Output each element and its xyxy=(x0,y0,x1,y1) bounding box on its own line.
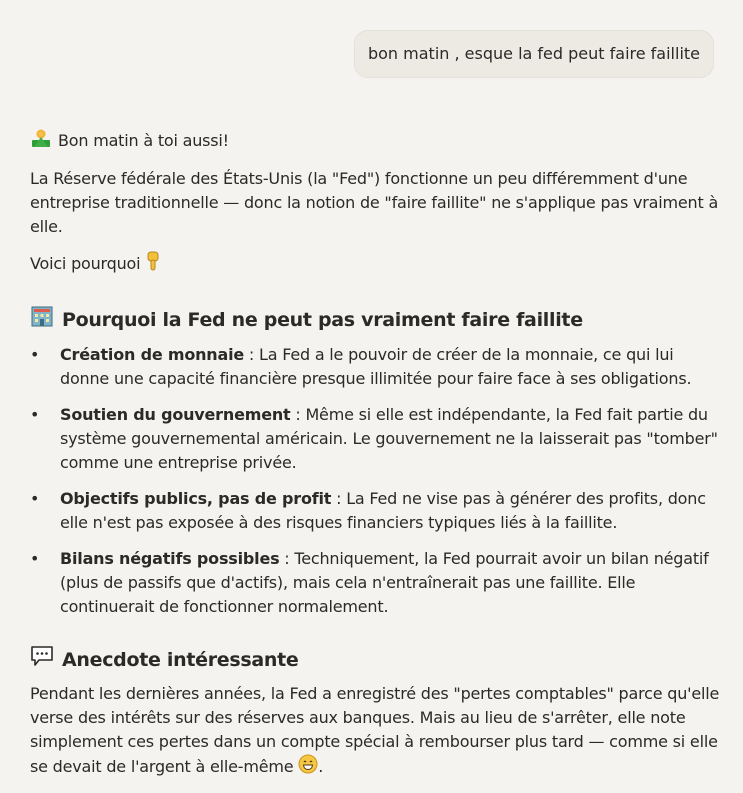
list-item xyxy=(30,403,720,475)
why-text: Voici pourquoi xyxy=(30,254,141,273)
anecdote-text: Pendant les dernières années, la Fed a enregistré des "pertes comptables" parce qu'elle verse des intérêts sur des réserves aux banques. Mais au lieu de s'arrêter, elle note simplement ces pertes dans un compte spécial à rembourser plus tard — comme si elle se devait de l'argent à elle-même xyxy=(30,684,720,776)
list-item xyxy=(30,487,720,535)
bullet-text: : Techniquement, la Fed pourrait avoir un bilan négatif (plus de passifs que d'actifs), mais cela n'entraînerait pas une faillite. Elle continuerait de fonctionner normalement. xyxy=(60,549,709,616)
assistant-response xyxy=(30,126,720,793)
bullet-title: Bilans négatifs possibles xyxy=(60,549,280,568)
bullet-title: Soutien du gouvernement xyxy=(60,405,291,424)
section-heading-why xyxy=(30,304,720,335)
pointing-down-icon xyxy=(145,251,161,278)
speech-bubble-icon xyxy=(30,645,54,674)
list-item xyxy=(30,547,720,619)
section-heading-anecdote-text: Anecdote intéressante xyxy=(62,648,299,671)
section-heading-anecdote xyxy=(30,645,720,674)
greeting-line xyxy=(30,126,720,155)
bullet-title: Création de monnaie xyxy=(60,345,245,364)
bullet-text: : La Fed a le pouvoir de créer de la monnaie, ce qui lui donne une capacité financière presque illimitée pour faire face à ses obligations. xyxy=(60,345,692,388)
user-message-text: bon matin , esque la fed peut faire faillite xyxy=(367,44,700,63)
why-line xyxy=(30,251,720,278)
bullet-text: : Même si elle est indépendante, la Fed fait partie du système gouvernemental américain. Le gouvernement ne la laisserait pas "tomber" comme une entreprise privée. xyxy=(60,405,718,472)
reasons-list xyxy=(30,343,720,619)
person-sunrise-icon xyxy=(30,126,52,155)
section-heading-why-text: Pourquoi la Fed ne peut pas vraiment faire faillite xyxy=(62,308,583,331)
anecdote-end: . xyxy=(318,757,324,776)
bullet-title: Objectifs publics, pas de profit xyxy=(60,489,332,508)
bullet-text: : La Fed ne vise pas à générer des profits, donc elle n'est pas exposée à des risques financiers typiques liés à la faillite. xyxy=(60,489,706,532)
bank-building-icon xyxy=(30,304,54,335)
grinning-face-icon xyxy=(298,754,318,781)
greeting-text: Bon matin à toi aussi! xyxy=(58,130,229,150)
list-item xyxy=(30,343,720,391)
anecdote-paragraph xyxy=(30,682,720,781)
intro-paragraph: La Réserve fédérale des États-Unis (la "Fed") fonctionne un peu différemment d'une entreprise traditionnelle — donc la notion de "faire faillite" ne s'applique pas vraiment à elle. xyxy=(30,169,719,236)
user-message-bubble xyxy=(354,30,714,78)
